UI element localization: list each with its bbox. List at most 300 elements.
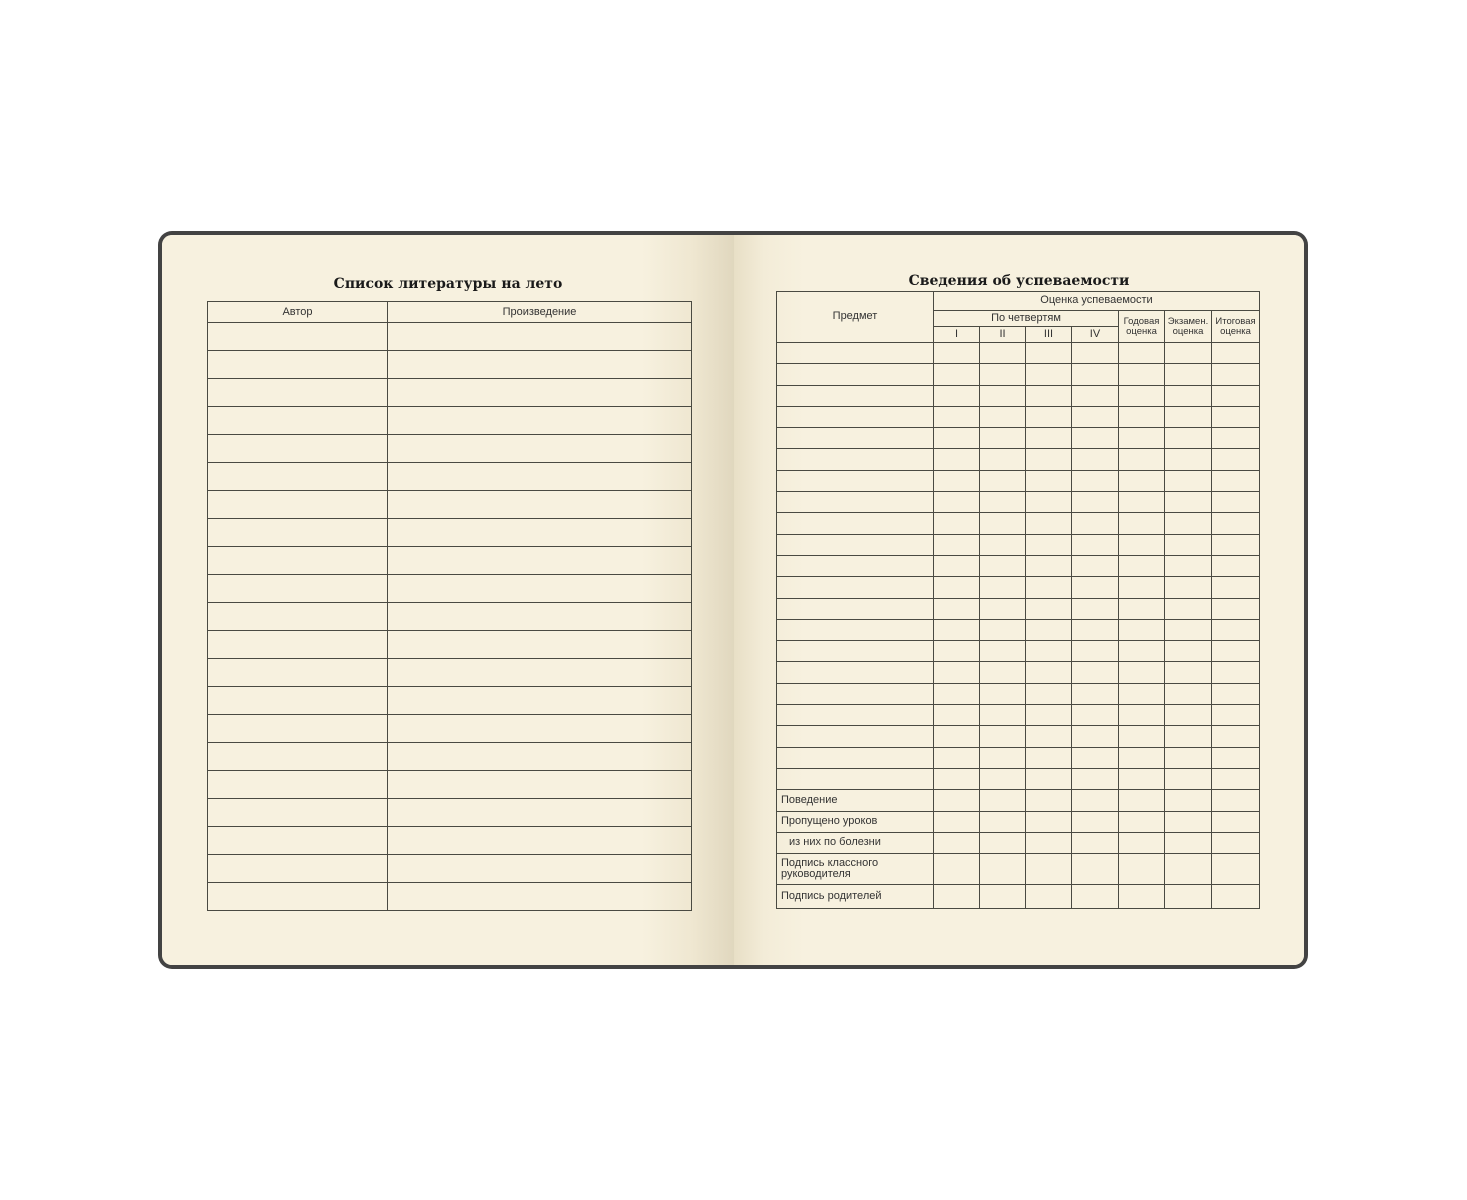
grade-cell[interactable] [1165, 619, 1212, 640]
grade-cell[interactable] [980, 662, 1026, 683]
grade-cell[interactable] [1212, 364, 1260, 385]
grade-cell[interactable] [934, 406, 980, 427]
subject-cell[interactable] [777, 449, 934, 470]
table-row [208, 323, 692, 351]
grade-cell[interactable] [934, 790, 980, 811]
column-header-exam: Экзамен. оценка [1165, 311, 1212, 343]
grade-cell[interactable] [934, 385, 980, 406]
grade-cell[interactable] [1212, 492, 1260, 513]
author-cell[interactable] [208, 659, 388, 687]
grade-cell[interactable] [1165, 598, 1212, 619]
work-cell[interactable] [388, 715, 692, 743]
grade-cell[interactable] [1119, 705, 1165, 726]
table-row [777, 854, 1260, 885]
grade-cell[interactable] [1212, 513, 1260, 534]
column-header-annual: Годовая оценка [1119, 311, 1165, 343]
grade-cell[interactable] [1026, 364, 1072, 385]
grade-cell[interactable] [1119, 726, 1165, 747]
subject-cell[interactable] [777, 385, 934, 406]
notebook-spread [162, 235, 1304, 965]
table-row [208, 687, 692, 715]
grade-cell[interactable] [934, 726, 980, 747]
grade-cell[interactable] [1212, 343, 1260, 364]
grade-cell[interactable] [1072, 577, 1119, 598]
grades-body [777, 343, 1260, 909]
work-cell[interactable] [388, 547, 692, 575]
subject-cell[interactable] [777, 577, 934, 598]
grade-cell[interactable] [1072, 726, 1119, 747]
author-cell[interactable] [208, 491, 388, 519]
page-title: Сведения об успеваемости [908, 273, 1130, 289]
work-cell[interactable] [388, 687, 692, 715]
grade-cell[interactable] [980, 492, 1026, 513]
table-row [777, 683, 1260, 704]
grade-cell[interactable] [1026, 854, 1072, 885]
grade-cell[interactable] [1072, 598, 1119, 619]
author-cell[interactable] [208, 855, 388, 883]
grade-cell[interactable] [934, 811, 980, 832]
table-row [777, 747, 1260, 768]
grade-cell[interactable] [1165, 534, 1212, 555]
grade-cell[interactable] [1165, 385, 1212, 406]
grade-cell[interactable] [1165, 577, 1212, 598]
grade-cell[interactable] [980, 406, 1026, 427]
grade-cell[interactable] [934, 534, 980, 555]
grade-cell[interactable] [1119, 854, 1165, 885]
grade-cell[interactable] [1072, 555, 1119, 576]
grade-cell[interactable] [1072, 768, 1119, 789]
grade-cell[interactable] [1026, 683, 1072, 704]
subject-cell[interactable] [777, 768, 934, 789]
notebook [158, 231, 1308, 969]
grade-cell[interactable] [1026, 343, 1072, 364]
grade-cell[interactable] [1119, 534, 1165, 555]
grade-cell[interactable] [1026, 662, 1072, 683]
grade-cell[interactable] [1072, 406, 1119, 427]
author-cell[interactable] [208, 407, 388, 435]
table-row [208, 799, 692, 827]
subject-cell[interactable] [777, 641, 934, 662]
work-cell[interactable] [388, 799, 692, 827]
grade-cell[interactable] [1026, 726, 1072, 747]
grade-cell[interactable] [1212, 385, 1260, 406]
grade-cell[interactable] [1119, 790, 1165, 811]
table-row [777, 705, 1260, 726]
author-cell[interactable] [208, 883, 388, 911]
grade-cell[interactable] [934, 577, 980, 598]
grade-cell[interactable] [934, 747, 980, 768]
grade-cell[interactable] [1072, 470, 1119, 491]
grade-cell[interactable] [1072, 662, 1119, 683]
grade-cell[interactable] [1165, 428, 1212, 449]
grade-cell[interactable] [1119, 449, 1165, 470]
reading-list-table [207, 301, 692, 911]
grade-cell[interactable] [1212, 555, 1260, 576]
right-page [734, 235, 1304, 965]
work-cell[interactable] [388, 603, 692, 631]
subject-cell: Подпись классного руководителя [777, 854, 934, 885]
grade-cell[interactable] [980, 705, 1026, 726]
grade-cell[interactable] [1072, 449, 1119, 470]
table-row [777, 641, 1260, 662]
grade-cell[interactable] [980, 428, 1026, 449]
grade-cell[interactable] [1119, 343, 1165, 364]
grade-cell[interactable] [980, 726, 1026, 747]
grade-cell[interactable] [1072, 854, 1119, 885]
work-cell[interactable] [388, 435, 692, 463]
grade-cell[interactable] [1212, 598, 1260, 619]
work-cell[interactable] [388, 771, 692, 799]
table-row [208, 855, 692, 883]
grade-cell[interactable] [1072, 428, 1119, 449]
grade-cell[interactable] [1212, 641, 1260, 662]
grade-cell[interactable] [980, 364, 1026, 385]
author-cell[interactable] [208, 743, 388, 771]
author-cell[interactable] [208, 435, 388, 463]
grade-cell[interactable] [1212, 747, 1260, 768]
subject-cell[interactable] [777, 492, 934, 513]
grade-cell[interactable] [934, 364, 980, 385]
grade-cell[interactable] [1119, 641, 1165, 662]
grade-cell[interactable] [1119, 885, 1165, 909]
grade-cell[interactable] [1026, 811, 1072, 832]
grade-cell[interactable] [980, 470, 1026, 491]
grade-cell[interactable] [934, 832, 980, 853]
grade-cell[interactable] [934, 428, 980, 449]
work-cell[interactable] [388, 351, 692, 379]
subject-cell[interactable] [777, 619, 934, 640]
work-cell[interactable] [388, 743, 692, 771]
author-cell[interactable] [208, 631, 388, 659]
table-row [208, 631, 692, 659]
column-header-quarter-4: IV [1072, 327, 1119, 343]
subject-cell[interactable] [777, 470, 934, 491]
grade-cell[interactable] [1212, 577, 1260, 598]
grade-cell[interactable] [934, 641, 980, 662]
grade-cell[interactable] [1165, 364, 1212, 385]
table-row [208, 351, 692, 379]
grade-cell[interactable] [934, 854, 980, 885]
grade-cell[interactable] [934, 768, 980, 789]
grade-cell[interactable] [1026, 768, 1072, 789]
work-cell[interactable] [388, 407, 692, 435]
grade-cell[interactable] [1119, 747, 1165, 768]
column-header-work: Произведение [388, 302, 692, 323]
author-cell[interactable] [208, 799, 388, 827]
grade-cell[interactable] [980, 385, 1026, 406]
grade-cell[interactable] [1026, 470, 1072, 491]
grade-cell[interactable] [1119, 385, 1165, 406]
subject-cell[interactable] [777, 747, 934, 768]
subject-cell[interactable] [777, 513, 934, 534]
subject-cell[interactable] [777, 683, 934, 704]
grade-cell[interactable] [980, 534, 1026, 555]
grade-cell[interactable] [1072, 641, 1119, 662]
table-row [777, 811, 1260, 832]
table-row [208, 771, 692, 799]
grade-cell[interactable] [1212, 428, 1260, 449]
grade-cell[interactable] [1165, 832, 1212, 853]
grade-cell[interactable] [980, 513, 1026, 534]
subject-cell[interactable] [777, 705, 934, 726]
work-cell[interactable] [388, 631, 692, 659]
grade-cell[interactable] [1165, 343, 1212, 364]
subject-cell: Подпись родителей [777, 885, 934, 909]
work-cell[interactable] [388, 519, 692, 547]
grade-cell[interactable] [1119, 811, 1165, 832]
table-row [777, 513, 1260, 534]
grade-cell[interactable] [980, 790, 1026, 811]
subject-cell[interactable] [777, 598, 934, 619]
subject-cell[interactable] [777, 555, 934, 576]
author-cell[interactable] [208, 687, 388, 715]
subject-cell[interactable] [777, 364, 934, 385]
work-cell[interactable] [388, 659, 692, 687]
grade-cell[interactable] [1165, 641, 1212, 662]
author-cell[interactable] [208, 323, 388, 351]
work-cell[interactable] [388, 323, 692, 351]
grade-cell[interactable] [1026, 641, 1072, 662]
grade-cell[interactable] [1072, 683, 1119, 704]
author-cell[interactable] [208, 771, 388, 799]
grade-cell[interactable] [1119, 428, 1165, 449]
grade-cell[interactable] [1026, 534, 1072, 555]
subject-cell: из них по болезни [777, 832, 934, 853]
grade-cell[interactable] [1165, 662, 1212, 683]
grade-cell[interactable] [1072, 343, 1119, 364]
grade-cell[interactable] [1026, 577, 1072, 598]
grade-cell[interactable] [1165, 790, 1212, 811]
table-row [208, 715, 692, 743]
grade-cell[interactable] [1212, 683, 1260, 704]
work-cell[interactable] [388, 379, 692, 407]
grade-cell[interactable] [1212, 885, 1260, 909]
grade-cell[interactable] [1119, 662, 1165, 683]
author-cell[interactable] [208, 575, 388, 603]
table-row [208, 463, 692, 491]
grade-cell[interactable] [980, 854, 1026, 885]
author-cell[interactable] [208, 715, 388, 743]
subject-cell[interactable] [777, 662, 934, 683]
grade-cell[interactable] [1212, 534, 1260, 555]
grade-cell[interactable] [1026, 885, 1072, 909]
grade-cell[interactable] [1119, 832, 1165, 853]
table-row [208, 519, 692, 547]
grade-cell[interactable] [980, 747, 1026, 768]
column-header-grades: Оценка успеваемости [934, 292, 1260, 311]
subject-cell: Поведение [777, 790, 934, 811]
grade-cell[interactable] [980, 577, 1026, 598]
grade-cell[interactable] [1072, 790, 1119, 811]
table-row [208, 379, 692, 407]
grade-cell[interactable] [1212, 832, 1260, 853]
grade-cell[interactable] [980, 555, 1026, 576]
page-title: Список литературы на лето [333, 276, 563, 292]
grade-cell[interactable] [980, 343, 1026, 364]
grade-cell[interactable] [1119, 555, 1165, 576]
author-cell[interactable] [208, 547, 388, 575]
grade-cell[interactable] [1072, 811, 1119, 832]
author-cell[interactable] [208, 379, 388, 407]
table-row [208, 603, 692, 631]
work-cell[interactable] [388, 883, 692, 911]
grade-cell[interactable] [1119, 364, 1165, 385]
grade-cell[interactable] [1212, 811, 1260, 832]
grade-cell[interactable] [1212, 854, 1260, 885]
author-cell[interactable] [208, 463, 388, 491]
grade-cell[interactable] [980, 598, 1026, 619]
grade-cell[interactable] [1212, 768, 1260, 789]
grade-cell[interactable] [934, 662, 980, 683]
subject-cell: Пропущено уроков [777, 811, 934, 832]
grade-cell[interactable] [1026, 747, 1072, 768]
table-row [208, 435, 692, 463]
grade-cell[interactable] [1119, 492, 1165, 513]
grade-cell[interactable] [980, 641, 1026, 662]
subject-cell[interactable] [777, 428, 934, 449]
grade-cell[interactable] [980, 683, 1026, 704]
grade-cell[interactable] [1212, 705, 1260, 726]
table-row [777, 534, 1260, 555]
work-cell[interactable] [388, 491, 692, 519]
grade-cell[interactable] [1072, 534, 1119, 555]
column-header-author: Автор [208, 302, 388, 323]
author-cell[interactable] [208, 351, 388, 379]
grade-cell[interactable] [1165, 885, 1212, 909]
reading-list-body [208, 323, 692, 911]
table-row [208, 827, 692, 855]
grade-cell[interactable] [934, 513, 980, 534]
grade-cell[interactable] [1165, 683, 1212, 704]
work-cell[interactable] [388, 463, 692, 491]
grade-cell[interactable] [1026, 705, 1072, 726]
grade-cell[interactable] [934, 492, 980, 513]
subject-cell[interactable] [777, 406, 934, 427]
grade-cell[interactable] [980, 885, 1026, 909]
grade-cell[interactable] [1072, 364, 1119, 385]
grade-cell[interactable] [1212, 470, 1260, 491]
grade-cell[interactable] [1165, 449, 1212, 470]
table-row [777, 343, 1260, 364]
grade-cell[interactable] [1026, 555, 1072, 576]
grade-cell[interactable] [1026, 598, 1072, 619]
grade-cell[interactable] [1072, 513, 1119, 534]
grade-cell[interactable] [1212, 406, 1260, 427]
grade-cell[interactable] [934, 705, 980, 726]
grade-cell[interactable] [934, 449, 980, 470]
grade-cell[interactable] [1072, 619, 1119, 640]
grade-cell[interactable] [1212, 449, 1260, 470]
grade-cell[interactable] [1026, 619, 1072, 640]
grade-cell[interactable] [1165, 854, 1212, 885]
subject-cell[interactable] [777, 534, 934, 555]
table-row [208, 547, 692, 575]
grade-cell[interactable] [1072, 492, 1119, 513]
grade-cell[interactable] [1119, 768, 1165, 789]
author-cell[interactable] [208, 519, 388, 547]
grades-table [776, 291, 1260, 909]
author-cell[interactable] [208, 603, 388, 631]
grade-cell[interactable] [1072, 747, 1119, 768]
table-row [777, 885, 1260, 909]
grade-cell[interactable] [1119, 513, 1165, 534]
grade-cell[interactable] [1072, 705, 1119, 726]
column-header-by-quarters: По четвертям [934, 311, 1119, 327]
table-row [777, 492, 1260, 513]
table-row [208, 743, 692, 771]
table-row [208, 575, 692, 603]
grade-cell[interactable] [1212, 726, 1260, 747]
grade-cell[interactable] [1119, 577, 1165, 598]
grade-cell[interactable] [1119, 406, 1165, 427]
column-header-subject: Предмет [777, 292, 934, 343]
grade-cell[interactable] [1165, 492, 1212, 513]
grade-cell[interactable] [980, 811, 1026, 832]
subject-cell[interactable] [777, 343, 934, 364]
work-cell[interactable] [388, 827, 692, 855]
author-cell[interactable] [208, 827, 388, 855]
grade-cell[interactable] [934, 470, 980, 491]
grade-cell[interactable] [934, 683, 980, 704]
grade-cell[interactable] [1026, 492, 1072, 513]
work-cell[interactable] [388, 855, 692, 883]
table-row [777, 790, 1260, 811]
table-row [777, 726, 1260, 747]
grade-cell[interactable] [1212, 790, 1260, 811]
grade-cell[interactable] [980, 619, 1026, 640]
grade-cell[interactable] [1165, 726, 1212, 747]
grade-cell[interactable] [1165, 768, 1212, 789]
grade-cell[interactable] [1026, 832, 1072, 853]
grade-cell[interactable] [1165, 747, 1212, 768]
grade-cell[interactable] [1165, 513, 1212, 534]
grade-cell[interactable] [1119, 683, 1165, 704]
grade-cell[interactable] [934, 555, 980, 576]
grade-cell[interactable] [934, 598, 980, 619]
grade-cell[interactable] [980, 449, 1026, 470]
grade-cell[interactable] [1165, 555, 1212, 576]
grade-cell[interactable] [1072, 385, 1119, 406]
grade-cell[interactable] [1026, 385, 1072, 406]
grade-cell[interactable] [1026, 406, 1072, 427]
grade-cell[interactable] [1026, 790, 1072, 811]
grade-cell[interactable] [1072, 832, 1119, 853]
grade-cell[interactable] [1165, 470, 1212, 491]
grade-cell[interactable] [934, 619, 980, 640]
grade-cell[interactable] [1212, 662, 1260, 683]
table-row [208, 407, 692, 435]
grade-cell[interactable] [1119, 470, 1165, 491]
grade-cell[interactable] [1165, 406, 1212, 427]
grade-cell[interactable] [980, 768, 1026, 789]
grade-cell[interactable] [1026, 449, 1072, 470]
grade-cell[interactable] [980, 832, 1026, 853]
grade-cell[interactable] [1072, 885, 1119, 909]
grade-cell[interactable] [1026, 513, 1072, 534]
grade-cell[interactable] [1119, 619, 1165, 640]
table-row [777, 406, 1260, 427]
grade-cell[interactable] [1165, 811, 1212, 832]
grade-cell[interactable] [934, 885, 980, 909]
work-cell[interactable] [388, 575, 692, 603]
subject-cell[interactable] [777, 726, 934, 747]
grade-cell[interactable] [1212, 619, 1260, 640]
table-row [208, 491, 692, 519]
grade-cell[interactable] [1119, 598, 1165, 619]
grade-cell[interactable] [934, 343, 980, 364]
grade-cell[interactable] [1165, 705, 1212, 726]
grade-cell[interactable] [1026, 428, 1072, 449]
